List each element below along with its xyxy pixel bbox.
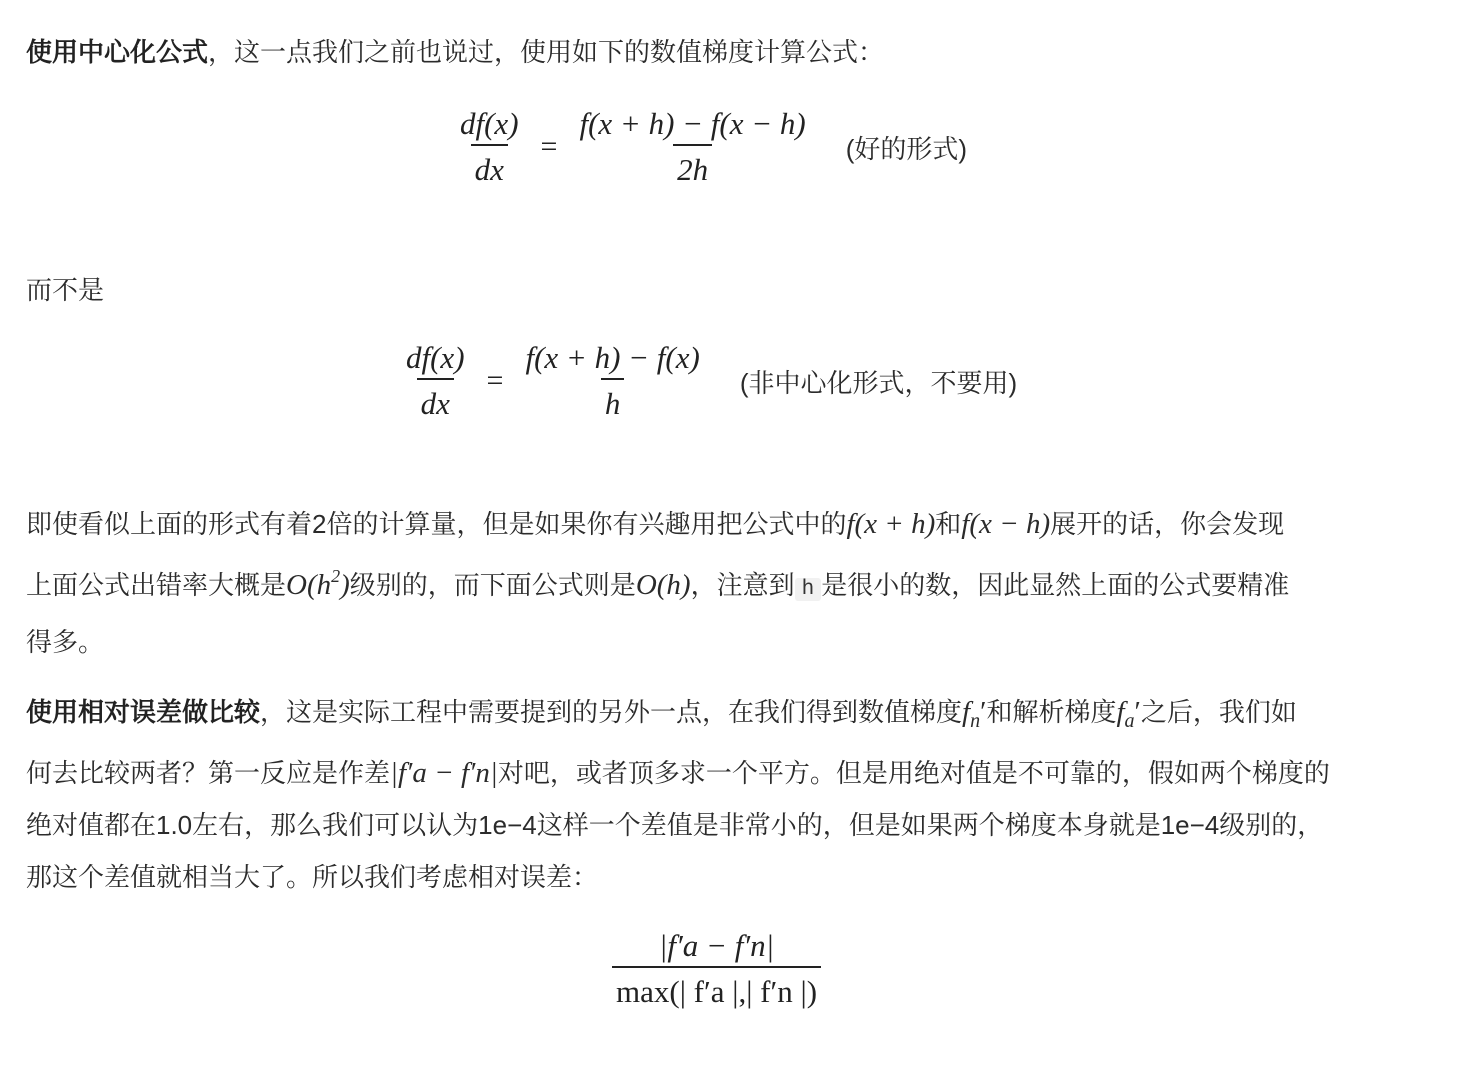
equation-forward-difference: [398, 340, 1017, 422]
line-3: 得多。: [26, 627, 105, 657]
line-1: [26, 686, 1426, 747]
bold-heading: 使用相对误差做比较: [26, 697, 261, 727]
math-fn-prime: [962, 696, 987, 732]
line-1: [26, 498, 1426, 550]
line-2: [26, 550, 1426, 616]
math-superscript: 2: [331, 566, 341, 586]
equals-sign: =: [540, 130, 558, 163]
fraction-relative-error: [612, 928, 821, 1010]
math-inline: [286, 566, 350, 601]
equation-tag: (非中心化形式，不要用): [739, 367, 1018, 398]
math-inline: O(h): [635, 569, 691, 601]
text: 即使看似上面的形式有着2倍的计算量，但是如果你有兴趣用把公式中的: [26, 509, 847, 539]
rhs-numerator: f(x + h) − f(x − h): [579, 106, 806, 141]
math-inline: f(x + h): [846, 508, 936, 540]
line-4: 那这个差值就相当大了。所以我们考虑相对误差：: [26, 862, 599, 892]
rhs-numerator: f(x + h) − f(x): [525, 340, 700, 375]
equals-sign: =: [486, 364, 504, 397]
inline-code: h: [795, 578, 822, 601]
rhs-denominator: 2h: [673, 144, 712, 188]
math-fa-prime: [1116, 696, 1141, 732]
paragraph-text: ，这一点我们之前也说过，使用如下的数值梯度计算公式：: [208, 37, 885, 67]
text: ，注意到: [690, 570, 795, 600]
paragraph-relative-error: [26, 686, 1426, 903]
math-inline: |f′a − f′n|: [390, 757, 498, 789]
math-prime: ′: [980, 696, 987, 728]
lhs-denominator: dx: [471, 144, 508, 188]
lhs-denominator: dx: [417, 378, 454, 422]
fraction-rhs: [521, 340, 703, 422]
line-2: [26, 747, 1426, 799]
numerator: |f′a − f′n|: [658, 928, 775, 963]
text: 之后，我们如: [1140, 697, 1297, 727]
math-part: ): [340, 569, 350, 601]
text: 是很小的数，因此显然上面的公式要精准: [821, 570, 1290, 600]
math-subscript: a: [1124, 710, 1135, 732]
math-part: O(h: [286, 569, 332, 601]
lhs-numerator: df(x): [406, 340, 465, 375]
lhs-numerator: df(x): [460, 106, 519, 141]
denominator: max(| f′a |,| f′n |): [612, 966, 821, 1010]
paragraph-instead-of: 而不是: [26, 275, 105, 305]
text: 级别的，而下面公式则是: [349, 570, 636, 600]
paragraph-centered-formula: [26, 26, 1426, 78]
math-inline: f(x − h): [961, 508, 1051, 540]
line-3: 绝对值都在1.0左右，那么我们可以认为1e−4这样一个差值是非常小的，但是如果两个梯度本身就是1e−4级别的，: [26, 810, 1324, 840]
math-subscript: n: [970, 710, 981, 732]
text: 何去比较两者？第一反应是作差: [26, 758, 391, 788]
fraction-lhs: [456, 106, 523, 188]
math-part: f: [962, 696, 971, 728]
fraction-lhs: [402, 340, 469, 422]
equation-relative-error: [608, 928, 825, 1010]
text: ，这是实际工程中需要提到的另外一点，在我们得到数值梯度: [260, 697, 963, 727]
equation-tag: (好的形式): [845, 133, 968, 164]
text: 和: [935, 509, 962, 539]
text: 对吧，或者顶多求一个平方。但是用绝对值是不可靠的，假如两个梯度的: [497, 758, 1330, 788]
bold-heading: 使用中心化公式: [26, 37, 209, 67]
math-part: f: [1116, 696, 1125, 728]
text: 展开的话，你会发现: [1050, 509, 1285, 539]
paragraph-error-order: [26, 498, 1426, 668]
equation-centered-difference: [452, 106, 967, 188]
fraction-rhs: [575, 106, 809, 188]
math-prime: ′: [1134, 696, 1141, 728]
text: 上面公式出错率大概是: [26, 570, 287, 600]
rhs-denominator: h: [601, 378, 625, 422]
text: 和解析梯度: [986, 697, 1117, 727]
